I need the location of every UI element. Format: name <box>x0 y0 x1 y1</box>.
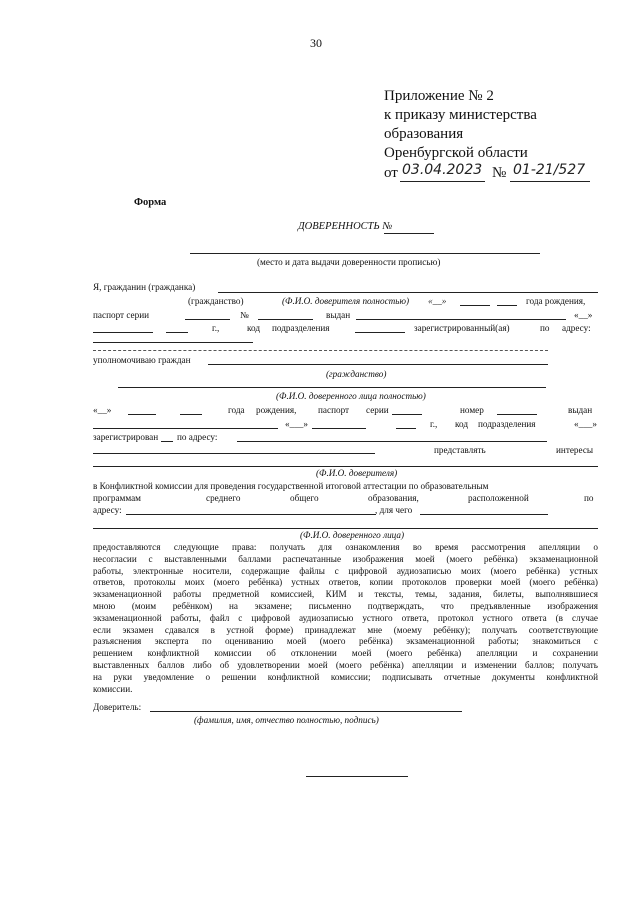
general-label: общего <box>290 493 319 503</box>
trustee-birth-year-line <box>180 414 202 415</box>
trustee-number-line <box>497 414 537 415</box>
form-label: Форма <box>134 197 167 208</box>
year-abbr: г., <box>212 323 220 333</box>
handwritten-date: 03.04.2023 <box>402 162 483 178</box>
citizen-line <box>218 292 598 293</box>
trustee-series-label: серии <box>366 405 389 415</box>
header-line-1: Приложение № 2 <box>384 88 494 104</box>
caption-citizenship: (гражданство) <box>188 296 244 306</box>
passport-series-line <box>185 319 230 320</box>
authorize-label: уполномочиваю граждан <box>93 355 191 365</box>
trustee-birth-day: «__» <box>93 405 112 415</box>
birth-month-line <box>460 305 490 306</box>
education-label: образования, <box>368 493 419 503</box>
trustee-registered-label: зарегистрирован <box>93 432 159 442</box>
trustee-issued-line <box>93 428 278 429</box>
rights-line: экзаменационной работы предметной комиссией, КИМ и тексты, темы, задания, билеты, выполнявшиеся <box>93 589 598 600</box>
header-line-2: к приказу министерства <box>384 107 537 123</box>
caption-principal-fullname: (Ф.И.О. доверителя полностью) <box>282 296 410 306</box>
handwritten-number: 01-21/527 <box>513 162 586 178</box>
trustee-code-label: код <box>455 419 468 429</box>
secondary-label: среднего <box>206 493 241 503</box>
commission-text: в Конфликтной комиссии для проведения государственной итоговой аттестации по образовательным <box>93 481 489 491</box>
trustee-registered-ending-line <box>161 441 173 442</box>
rights-line: решением конфликтной комиссии об отклонении моей (моего ребёнка) апелляции и сохранении <box>93 648 598 659</box>
document-title: ДОВЕРЕННОСТЬ № <box>298 221 393 232</box>
located-label: расположенной <box>468 493 529 503</box>
address-label: адресу: <box>562 323 591 333</box>
birth-year-line <box>497 305 517 306</box>
citizen-label: Я, гражданин (гражданка) <box>93 282 196 292</box>
rights-line: несогласии с выставленными баллами распечатанные изображения моей (моего ребёнка) экзаменационной <box>93 553 598 564</box>
trustee-birth-month-line <box>128 414 156 415</box>
trustee-name-line <box>118 387 546 388</box>
rights-line: экзаменационной работы, файл с цифровой аудиозаписью устного ответа, протокол устного ответа (в случае <box>93 612 598 623</box>
programs-label: программам <box>93 493 142 503</box>
registered-label: зарегистрированный(ая) <box>414 323 510 333</box>
commission-address-label: адресу: <box>93 505 122 515</box>
trustee-passport-label: паспорт <box>318 405 350 415</box>
authorize-line <box>208 364 548 365</box>
for-which-line <box>420 514 548 515</box>
rights-line: разъяснения эксперта по оцениванию моей (моего ребёнка) экзаменационной работы; знакомиться с <box>93 636 598 647</box>
caption-trustee-2: (Ф.И.О. доверенного лица) <box>300 530 405 540</box>
date-underline <box>400 181 485 182</box>
caption-trustee-citizenship: (гражданство) <box>326 369 387 379</box>
issued-month-line <box>93 332 153 333</box>
code-label: код <box>247 323 260 333</box>
header-line-5-prefix: от <box>384 165 398 181</box>
rights-line: предоставляются следующие права: получать для ознакомления во время рассмотрения апелляции о <box>93 542 598 552</box>
issued-year-line <box>166 332 188 333</box>
rights-paragraph <box>93 542 598 695</box>
represent-label: представлять <box>434 445 486 455</box>
bottom-divider <box>306 776 408 777</box>
trustee-year-abbr: г., <box>430 419 438 429</box>
trustee-issued-quote: «___» <box>285 419 308 429</box>
trustee-address-line-2 <box>93 453 375 454</box>
caption-principal: (Ф.И.О. доверителя) <box>316 468 398 478</box>
title-number-line <box>384 233 434 234</box>
interests-label: интересы <box>556 445 594 455</box>
trustee-number-label: номер <box>460 405 484 415</box>
at-label-2: по <box>584 493 594 503</box>
trustee-subdivision-label: подразделения <box>478 419 536 429</box>
place-date-caption: (место и дата выдачи доверенности прописью) <box>257 257 441 267</box>
trustee-issued-label: выдан <box>568 405 593 415</box>
for-which-label: , для чего <box>375 505 413 515</box>
issued-label: выдан <box>326 310 351 320</box>
address-line-2 <box>93 350 548 351</box>
subdivision-label: подразделения <box>272 323 330 333</box>
place-date-line <box>190 253 540 254</box>
rights-line: ответов, протоколы моих (моего ребёнка) устных ответов, копии протоколов проверки моей (моего ребёнка) <box>93 577 598 588</box>
rights-line: мною (моим ребёнком) на экзамене; письменно подтверждать, что предъявленные изображения <box>93 600 598 611</box>
rights-line: на руки уведомление о решении конфликтной комиссии; подписывать отчетные документы конфликтной <box>93 671 598 682</box>
trustee-address-label: по адресу: <box>177 432 218 442</box>
principal-signature-line <box>150 711 462 712</box>
passport-number-sign: № <box>240 310 249 320</box>
number-underline <box>510 181 590 182</box>
caption-trustee-fullname: (Ф.И.О. доверенного лица полностью) <box>276 391 426 401</box>
subdivision-code-line <box>355 332 405 333</box>
header-line-4: Оренбургской области <box>384 145 528 161</box>
birth-day-quote: «__» <box>428 296 447 306</box>
issued-date-quote: «__» <box>574 310 593 320</box>
rights-line: работы, электронные носители, содержащие файлы с цифровой аудиозаписью моих (моего ребёнка) устных <box>93 565 598 576</box>
principal-label: Доверитель: <box>93 702 142 712</box>
trustee-issued-month-line <box>312 428 366 429</box>
trustee-issued-year-line <box>396 428 416 429</box>
trustee-year-label: года <box>228 405 245 415</box>
address-line-1 <box>93 342 253 343</box>
rights-line: выставленных баллов либо об удовлетворении моей (моего ребёнка) апелляции и изменении баллов; получать <box>93 659 598 670</box>
passport-number-line <box>258 319 313 320</box>
rights-line: если экзамен сдавался в устной форме) принадлежат мне (моему ребёнку); получать соответствующие <box>93 624 598 635</box>
trustee-birth-label: рождения, <box>256 405 297 415</box>
issued-line <box>356 319 566 320</box>
trustee-series-line <box>392 414 422 415</box>
at-label: по <box>540 323 550 333</box>
rights-line: комиссии. <box>93 683 133 694</box>
commission-address-line <box>126 514 376 515</box>
page-number: 30 <box>310 36 322 50</box>
birth-label: года рождения, <box>526 296 586 306</box>
trustee-address-line <box>237 441 547 442</box>
number-sign: № <box>492 165 507 181</box>
header-line-3: образования <box>384 126 464 142</box>
caption-signature: (фамилия, имя, отчество полностью, подпись) <box>194 715 379 725</box>
trustee-code-quote: «___» <box>574 419 597 429</box>
passport-series-label: паспорт серии <box>93 310 150 320</box>
